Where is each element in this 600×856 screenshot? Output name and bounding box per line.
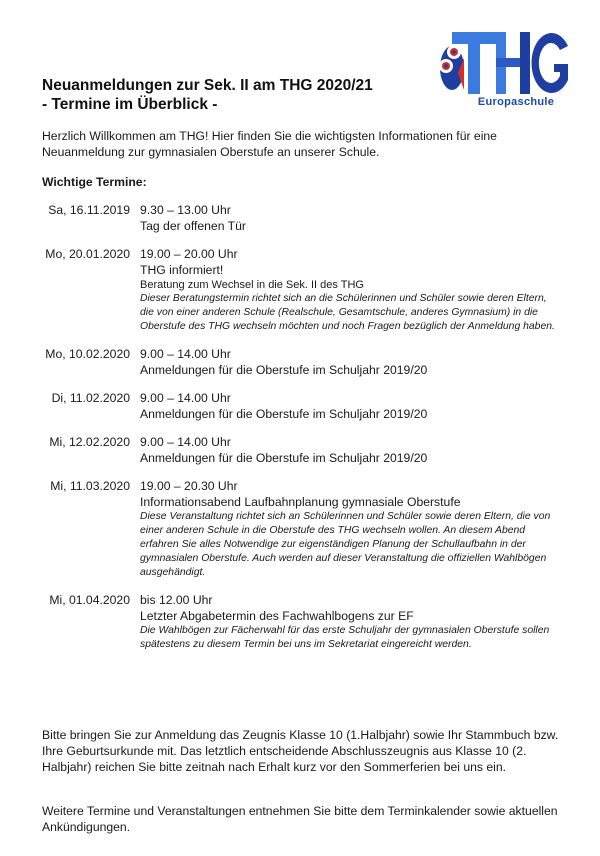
page-title bbox=[42, 76, 432, 114]
event-time: 9.00 – 14.00 Uhr bbox=[140, 391, 231, 405]
event-description: Diese Veranstaltung richtet sich an Schülerinnen und Schüler sowie deren Eltern, die von einer anderen Schule in die Oberstufe des THG wechseln wollen. An diesem Abend erfahren Sie alles Notwendige zur eigenständigen Planung der Schullaufbahn in der gymnasialen Oberstufe. Auch werden auf dieser Veranstaltung die offiziellen Wahlbögen ausgehändigt. bbox=[140, 511, 551, 578]
event-item bbox=[0, 478, 600, 580]
event-item bbox=[0, 246, 600, 334]
event-description: Dieser Beratungstermin richtet sich an die Schülerinnen und Schüler sowie deren Eltern, die von einer anderen Schule (Realschule, Gesamtschule, anderes Gymnasium) in die Oberstufe des THG wechseln möchten und noch Fragen bezüglich der Anmeldung haben. bbox=[140, 293, 555, 332]
event-title: Informationsabend Laufbahnplanung gymnasiale Oberstufe bbox=[140, 495, 461, 509]
logo-subtitle: Europaschule bbox=[477, 96, 555, 108]
page-title-line2: - Termine im Überblick - bbox=[42, 96, 218, 113]
event-item bbox=[0, 390, 600, 422]
event-date: Mi, 01.04.2020 bbox=[49, 593, 130, 607]
event-date: Mi, 11.03.2020 bbox=[50, 479, 130, 493]
event-title: Anmeldungen für die Oberstufe im Schuljahr 2019/20 bbox=[140, 363, 428, 377]
event-item bbox=[0, 202, 600, 234]
event-time: 19.00 – 20.00 Uhr bbox=[140, 247, 238, 261]
event-date: Di, 11.02.2020 bbox=[51, 391, 130, 405]
event-list bbox=[0, 202, 600, 664]
event-date: Mi, 12.02.2020 bbox=[49, 435, 130, 449]
page-title-line1: Neuanmeldungen zur Sek. II am THG 2020/21 bbox=[42, 77, 373, 94]
event-date: Sa, 16.11.2019 bbox=[48, 203, 130, 217]
intro-text: Herzlich Willkommen am THG! Hier finden Sie die wichtigsten Informationen für eine Neuanmeldung zur gymnasialen Oberstufe an unserer Schule. bbox=[42, 129, 497, 159]
documents-note: Bitte bringen Sie zur Anmeldung das Zeugnis Klasse 10 (1.Halbjahr) sowie Ihr Stammbuch bzw. Ihre Geburtsurkunde mit. Das letztlich entscheidende Abschlusszeugnis aus Klasse 10 (2. Halbjahr) reichen Sie bitte zeitnah nach Erhalt kurz vor den Sommerferien bei uns ein. bbox=[42, 728, 559, 774]
event-title: Anmeldungen für die Oberstufe im Schuljahr 2019/20 bbox=[140, 407, 428, 421]
section-heading: Wichtige Termine: bbox=[42, 175, 147, 189]
event-time: bis 12.00 Uhr bbox=[140, 593, 213, 607]
owl-icon bbox=[439, 45, 464, 90]
event-title: Letzter Abgabetermin des Fachwahlbogens zur EF bbox=[140, 609, 414, 623]
event-time: 9.30 – 13.00 Uhr bbox=[140, 203, 231, 217]
further-dates-note: Weitere Termine und Veranstaltungen entnehmen Sie bitte dem Terminkalender sowie aktuellen Ankündigungen. bbox=[42, 804, 558, 834]
event-description: Die Wahlbögen zur Fächerwahl für das erste Schuljahr der gymnasialen Oberstufe sollen spätestens zu diesem Termin bei uns im Sekretariat eingereicht werden. bbox=[140, 625, 550, 650]
event-item bbox=[0, 434, 600, 466]
event-title: Tag der offenen Tür bbox=[140, 219, 246, 233]
event-item bbox=[0, 346, 600, 378]
event-title: THG informiert! bbox=[140, 263, 224, 277]
event-time: 9.00 – 14.00 Uhr bbox=[140, 435, 231, 449]
event-date: Mo, 20.01.2020 bbox=[45, 247, 130, 261]
event-date: Mo, 10.02.2020 bbox=[45, 347, 130, 361]
event-time: 9.00 – 14.00 Uhr bbox=[140, 347, 231, 361]
event-title: Anmeldungen für die Oberstufe im Schuljahr 2019/20 bbox=[140, 451, 428, 465]
event-time: 19.00 – 20.30 Uhr bbox=[140, 479, 238, 493]
event-subtitle: Beratung zum Wechsel in die Sek. II des THG bbox=[140, 279, 364, 291]
event-item bbox=[0, 592, 600, 652]
